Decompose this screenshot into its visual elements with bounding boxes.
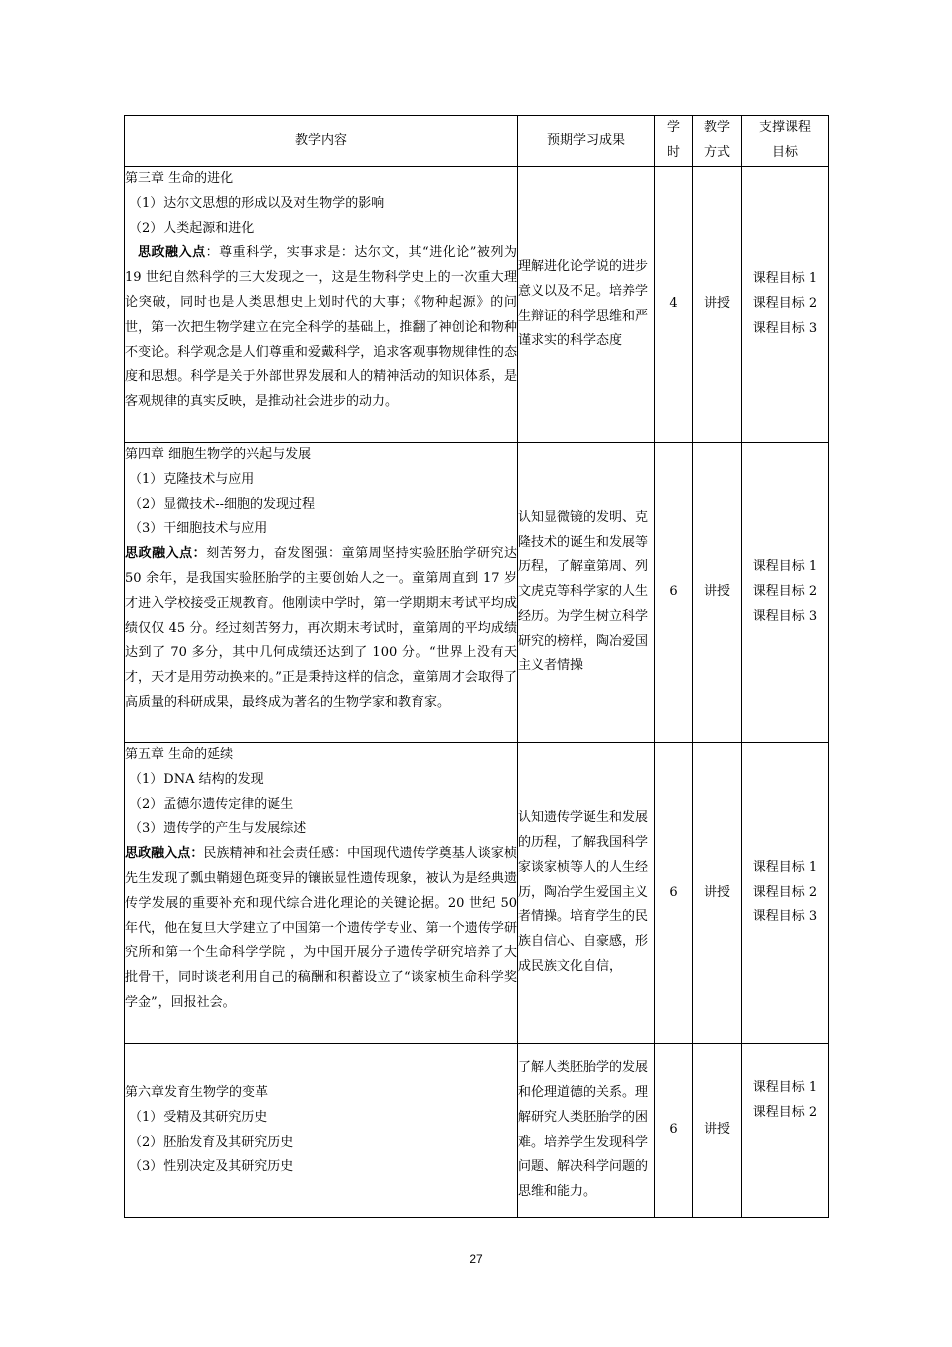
row-outcome: 了解人类胚胎学的发展和伦理道德的关系。理解研究人类胚胎学的困难。培养学生发现科学问题、解决科学问题的思维和能力。 [518,1044,655,1218]
row-goals [742,167,829,443]
chapter-title: 第三章 生命的进化 [125,171,234,186]
chapter-title: 第四章 细胞生物学的兴起与发展 [125,447,312,462]
chapter-title: 第六章发育生物学的变革 [125,1084,269,1100]
row-method: 讲授 [693,167,742,443]
row-method: 讲授 [693,1044,742,1218]
page-number: 27 [469,1252,483,1266]
row-outcome: 理解进化论学说的进步意义以及不足。培养学生辩证的科学思维和严谨求实的科学态度 [518,167,655,443]
header-method-line1: 教学 [703,120,730,136]
header-hours-line1: 学 [666,120,680,136]
topic-item: （1）DNA 结构的发现 [129,771,264,787]
table-row [125,1044,829,1218]
row-content [125,443,518,743]
header-hours-line2: 时 [666,145,680,160]
row-method: 讲授 [693,743,742,1044]
header-goals-line2: 目标 [771,145,798,160]
row-hours: 6 [655,443,693,743]
goal-item: 课程目标 1 [752,1080,818,1095]
goal-item: 课程目标 1 [752,859,818,875]
ideology-text: 民族精神和社会责任感：中国现代遗传学奠基人谈家桢先生发现了瓢虫鞘翅色斑变异的镶嵌显性遗传现象，被认为是经典遗传学发展的重要补充和现代综合进化理论的关键论据。20 世纪 50 年代，他在复旦大学建立了中国第一个遗传学专业、第一个遗传学研究所和第一个生命科学学院 ，为中国开展分子遗传学研究培养了大批骨干，同时谈老利用自己的稿酬和积蓄设立了“谈家桢生命科学奖学金”，回报社会。 [125,846,517,1010]
ideology-paragraph [125,842,517,1016]
goal-item: 课程目标 1 [752,559,818,575]
row-outcome: 认知遗传学诞生和发展的历程，了解我国科学家谈家桢等人的人生经历，陶冶学生爱国主义者情操。培育学生的民族自信心、自豪感，形成民族文化自信， [518,743,655,1044]
header-goals [742,116,829,167]
table-row [125,443,829,743]
goal-item: 课程目标 2 [752,884,818,900]
syllabus-table [124,115,829,1218]
row-hours: 4 [655,167,693,443]
goal-item: 课程目标 2 [752,296,818,312]
ideology-paragraph [125,241,517,415]
row-hours: 6 [655,1044,693,1218]
topic-item: （1）达尔文思想的形成以及对生物学的影响 [129,195,385,211]
row-method: 讲授 [693,443,742,743]
ideology-text: ：尊重科学，实事求是：达尔文，其“进化论”被列为 19 世纪自然科学的三大发现之一，这是生物科学史上的一次重大理论突破，同时也是人类思想史上划时代的大事；《物种起源》的问世，第一次把生物学建立在完全科学的基础上，推翻了神创论和物种不变论。科学观念是人们尊重和爱戴科学，追求客观事物规律性的态度和思想。科学是关于外部世界发展和人的精神活动的知识体系，是客观规律的真实反映，是推动社会进步的动力。 [125,245,517,410]
header-row [125,116,829,167]
goal-item: 课程目标 2 [752,584,818,600]
row-content [125,167,518,443]
goal-item: 课程目标 3 [752,909,818,925]
chapter-title: 第五章 生命的延续 [125,747,234,762]
topic-item: （1）受精及其研究历史 [129,1109,268,1125]
row-content [125,1044,518,1218]
header-hours [655,116,693,167]
topic-item: （2）显微技术--细胞的发现过程 [129,496,316,512]
header-method-line2: 方式 [703,145,730,160]
header-outcome: 预期学习成果 [518,116,655,167]
ideology-paragraph [125,542,517,716]
ideology-label: 思政融入点： [125,546,207,562]
row-outcome: 认知显微镜的发明、克隆技术的诞生和发展等历程，了解童第周、列文虎克等科学家的人生经历。为学生树立科学研究的榜样，陶冶爱国主义者情操 [518,443,655,743]
topic-item: （3）遗传学的产生与发展综述 [129,821,307,837]
goal-item: 课程目标 2 [752,1104,818,1120]
ideology-label: 思政融入点 [138,245,206,261]
table-row [125,743,829,1044]
goal-item: 课程目标 1 [752,271,818,287]
goal-item: 课程目标 3 [752,608,818,624]
topic-item: （3）性别决定及其研究历史 [129,1159,294,1175]
topic-item: （1）克隆技术与应用 [129,471,255,487]
goal-item: 课程目标 3 [752,320,818,336]
ideology-label: 思政融入点： [125,846,204,862]
row-content [125,743,518,1044]
topic-item: （2）人类起源和进化 [129,220,255,236]
topic-item: （3）干细胞技术与应用 [129,521,268,537]
row-goals [742,443,829,743]
row-goals [742,743,829,1044]
header-method [693,116,742,167]
header-goals-line1: 支撑课程 [758,120,811,136]
ideology-text: 刻苦努力，奋发图强：童第周坚持实验胚胎学研究达 50 余年，是我国实验胚胎学的主要创始人之一。童第周直到 17 岁才进入学校接受正规教育。他刚读中学时，第一学期期末考试平均成绩仅仅 45 分。经过刻苦努力，再次期末考试时，童第周的平均成绩达到了 70 多分，其中几何成绩还达到了 100 分。“世界上没有天才，天才是用劳动换来的。”正是秉持这样的信念，童第周才会取得了高质量的科研成果，最终成为著名的生物学家和教育家。 [125,546,517,710]
row-goals [742,1044,829,1218]
row-hours: 6 [655,743,693,1044]
topic-item: （2）孟德尔遗传定律的诞生 [129,796,294,812]
topic-item: （2）胚胎发育及其研究历史 [129,1134,294,1150]
table-row [125,167,829,443]
header-content: 教学内容 [125,116,518,167]
